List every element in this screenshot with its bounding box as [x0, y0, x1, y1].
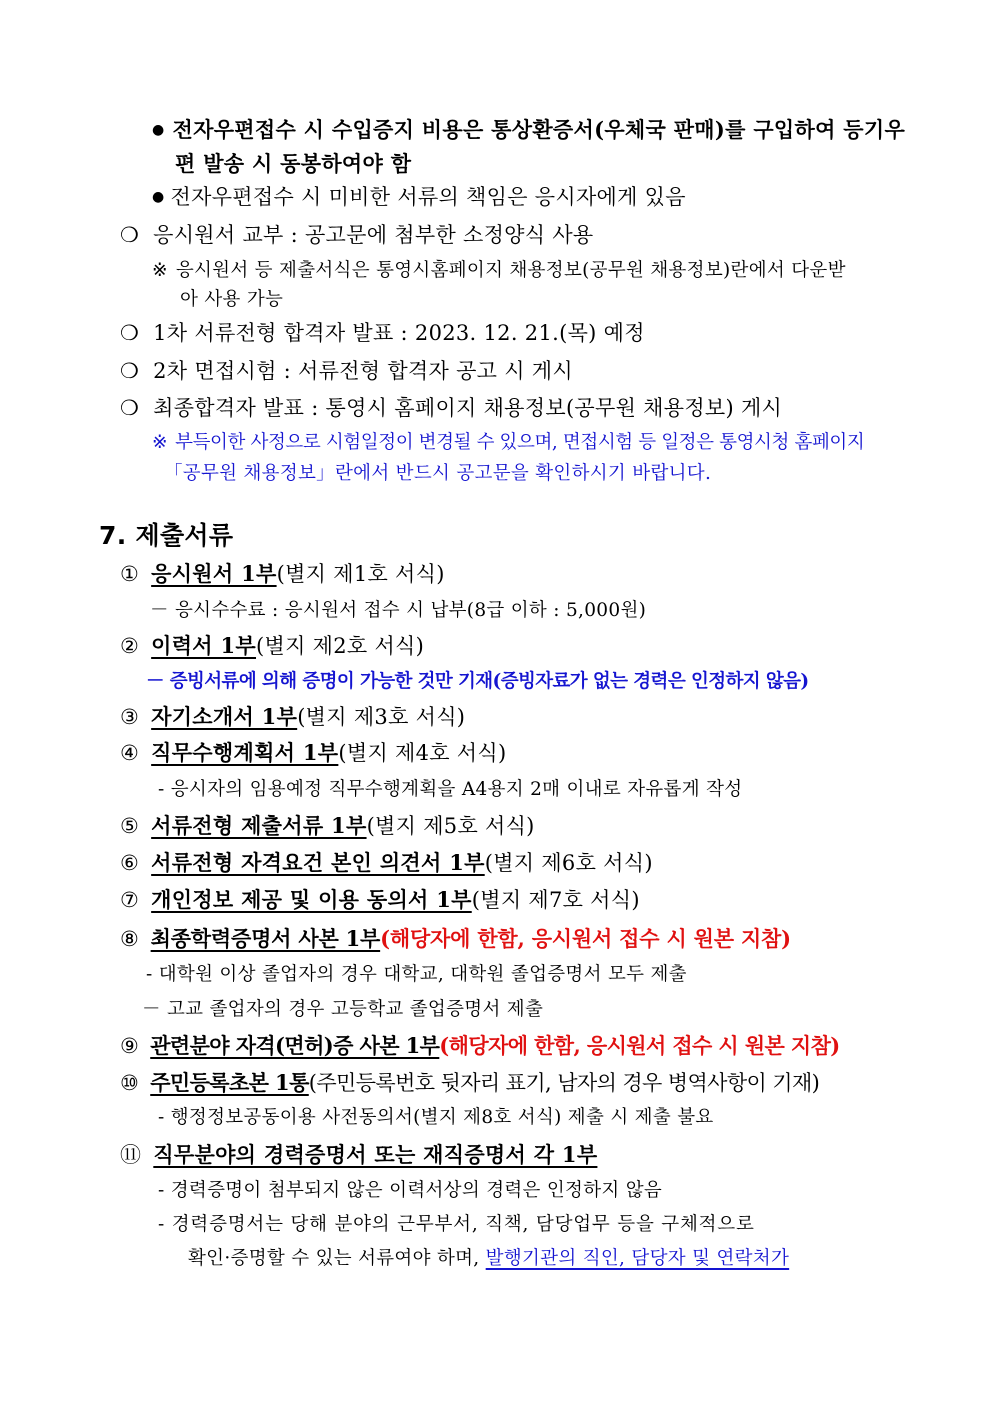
note-text: 응시원서 등 제출서식은 통영시홈페이지 채용정보(공무원 채용정보)란에서 다운받 [175, 260, 846, 281]
item-number: ① [120, 562, 140, 586]
doc-item-1-sub: － 응시수수료 : 응시원서 접수 시 납부(8급 이하 : 5,000원) [150, 600, 647, 621]
item-title: 직무분야의 경력증명서 또는 재직증명서 각 1부 [153, 1142, 598, 1167]
bullet-item-2 [152, 187, 686, 208]
doc-item-4-sub: - 응시자의 임용예정 직무수행계획을 A4용지 2매 이내로 자유롭게 작성 [158, 779, 743, 800]
circle-marker: ❍ [120, 396, 140, 420]
item-form-ref: (별지 제1호 서식) [276, 562, 445, 586]
item-text: 2차 면접시험 : 서류전형 합격자 공고 시 게시 [153, 359, 573, 383]
doc-item-6 [120, 852, 653, 874]
circle-item-application-form [120, 225, 594, 246]
circle-item-first-result [120, 323, 645, 344]
doc-item-11 [120, 1144, 597, 1166]
doc-item-5 [120, 815, 535, 837]
item-title: 관련분야 자격(면허)증 사본 1부 [150, 1033, 440, 1058]
doc-item-10 [120, 1072, 819, 1094]
note-text: 부득이한 사정으로 시험일정이 변경될 수 있으며, 면접시험 등 일정은 통영시청 홈페이지 [175, 432, 865, 453]
bullet-item-1 [152, 119, 905, 140]
doc-item-8-sub-grad: - 대학원 이상 졸업자의 경우 대학교, 대학원 졸업증명서 모두 제출 [146, 964, 687, 985]
note-marker: ※ [152, 432, 168, 453]
note-marker: ※ [152, 260, 168, 281]
item-note: (주민등록번호 뒷자리 표기, 남자의 경우 병역사항이 기재) [308, 1071, 820, 1095]
item-title: 최종학력증명서 사본 1부 [150, 926, 381, 951]
item-number: ④ [120, 741, 140, 765]
item-number: ⑤ [120, 814, 140, 838]
item-form-ref: (별지 제5호 서식) [366, 814, 535, 838]
doc-item-9 [120, 1035, 840, 1057]
circle-item-interview [120, 361, 573, 382]
item-title: 개인정보 제공 및 이용 동의서 1부 [151, 887, 472, 912]
doc-item-2-sub: － 증빙서류에 의해 증명이 가능한 것만 기재(증빙자료가 없는 경력은 인정하지 않음) [146, 671, 809, 692]
note-item-schedule [152, 434, 864, 453]
continuation-text: 확인·증명할 수 있는 서류여야 하며, [188, 1248, 486, 1269]
item-number: ② [120, 634, 140, 658]
doc-item-7 [120, 889, 640, 911]
item-form-ref: (별지 제2호 서식) [256, 634, 425, 658]
item-text: 1차 서류전형 합격자 발표 : 2023. 12. 21.(목) 예정 [153, 321, 645, 345]
doc-item-1 [120, 563, 445, 585]
item-title: 주민등록초본 1통 [150, 1070, 309, 1095]
section-heading: 7. 제출서류 [99, 521, 234, 550]
circle-item-final-result [120, 398, 782, 419]
item-form-ref: (별지 제7호 서식) [471, 888, 640, 912]
doc-item-11-sub-requirements-continuation [188, 1250, 789, 1269]
item-form-ref: (별지 제3호 서식) [297, 705, 466, 729]
item-number: ⑩ [120, 1071, 139, 1095]
item-title: 자기소개서 1부 [151, 704, 298, 729]
bullet-text: 전자우편접수 시 미비한 서류의 책임은 응시자에게 있음 [170, 185, 686, 209]
circle-marker: ❍ [120, 223, 140, 247]
note-item-forms-continuation: 아 사용 가능 [180, 289, 284, 310]
doc-item-2 [120, 635, 424, 657]
doc-item-8 [120, 928, 791, 950]
note-item-schedule-continuation: 「공무원 채용정보」란에서 반드시 공고문을 확인하시기 바랍니다. [164, 463, 712, 484]
doc-item-10-sub: - 행정정보공동이용 사전동의서(별지 제8호 서식) 제출 시 제출 불요 [158, 1107, 714, 1128]
bullet-text: 전자우편접수 시 수입증지 비용은 통상환증서(우체국 판매)를 구입하여 등기우 [172, 117, 906, 142]
bullet-marker: ● [152, 189, 165, 205]
bullet-item-1-continuation: 편 발송 시 동봉하여야 함 [175, 151, 412, 176]
item-form-ref: (별지 제4호 서식) [338, 741, 507, 765]
item-text: 응시원서 교부 : 공고문에 첨부한 소정양식 사용 [153, 223, 594, 247]
item-note: (해당자에 한함, 응시원서 접수 시 원본 지참) [439, 1033, 840, 1058]
doc-item-8-sub-highschool: － 고교 졸업자의 경우 고등학교 졸업증명서 제출 [142, 999, 544, 1020]
item-number: ⑧ [120, 927, 139, 951]
item-number: ⑪ [120, 1143, 142, 1167]
circle-marker: ❍ [120, 321, 140, 345]
bullet-marker: ● [152, 122, 165, 138]
item-title: 응시원서 1부 [151, 561, 277, 586]
item-form-ref: (별지 제6호 서식) [484, 851, 653, 875]
doc-item-3 [120, 706, 465, 728]
doc-item-11-sub-requirements: - 경력증명서는 당해 분야의 근무부서, 직책, 담당업무 등을 구체적으로 [158, 1214, 755, 1235]
doc-item-4 [120, 742, 506, 764]
circle-marker: ❍ [120, 359, 140, 383]
item-text: 최종합격자 발표 : 통영시 홈페이지 채용정보(공무원 채용정보) 게시 [153, 396, 783, 420]
item-number: ③ [120, 705, 140, 729]
item-number: ⑨ [120, 1034, 139, 1058]
item-note: (해당자에 한함, 응시원서 접수 시 원본 지참) [380, 926, 791, 951]
item-number: ⑦ [120, 888, 140, 912]
item-number: ⑥ [120, 851, 140, 875]
item-title: 서류전형 제출서류 1부 [151, 813, 367, 838]
item-title: 직무수행계획서 1부 [151, 740, 339, 765]
note-item-forms [152, 262, 846, 281]
doc-item-11-sub-uncertified: - 경력증명이 첨부되지 않은 이력서상의 경력은 인정하지 않음 [158, 1180, 663, 1201]
emphasis-text: 발행기관의 직인, 담당자 및 연락처가 [485, 1248, 790, 1269]
item-title: 서류전형 자격요건 본인 의견서 1부 [151, 850, 485, 875]
item-title: 이력서 1부 [151, 633, 257, 658]
